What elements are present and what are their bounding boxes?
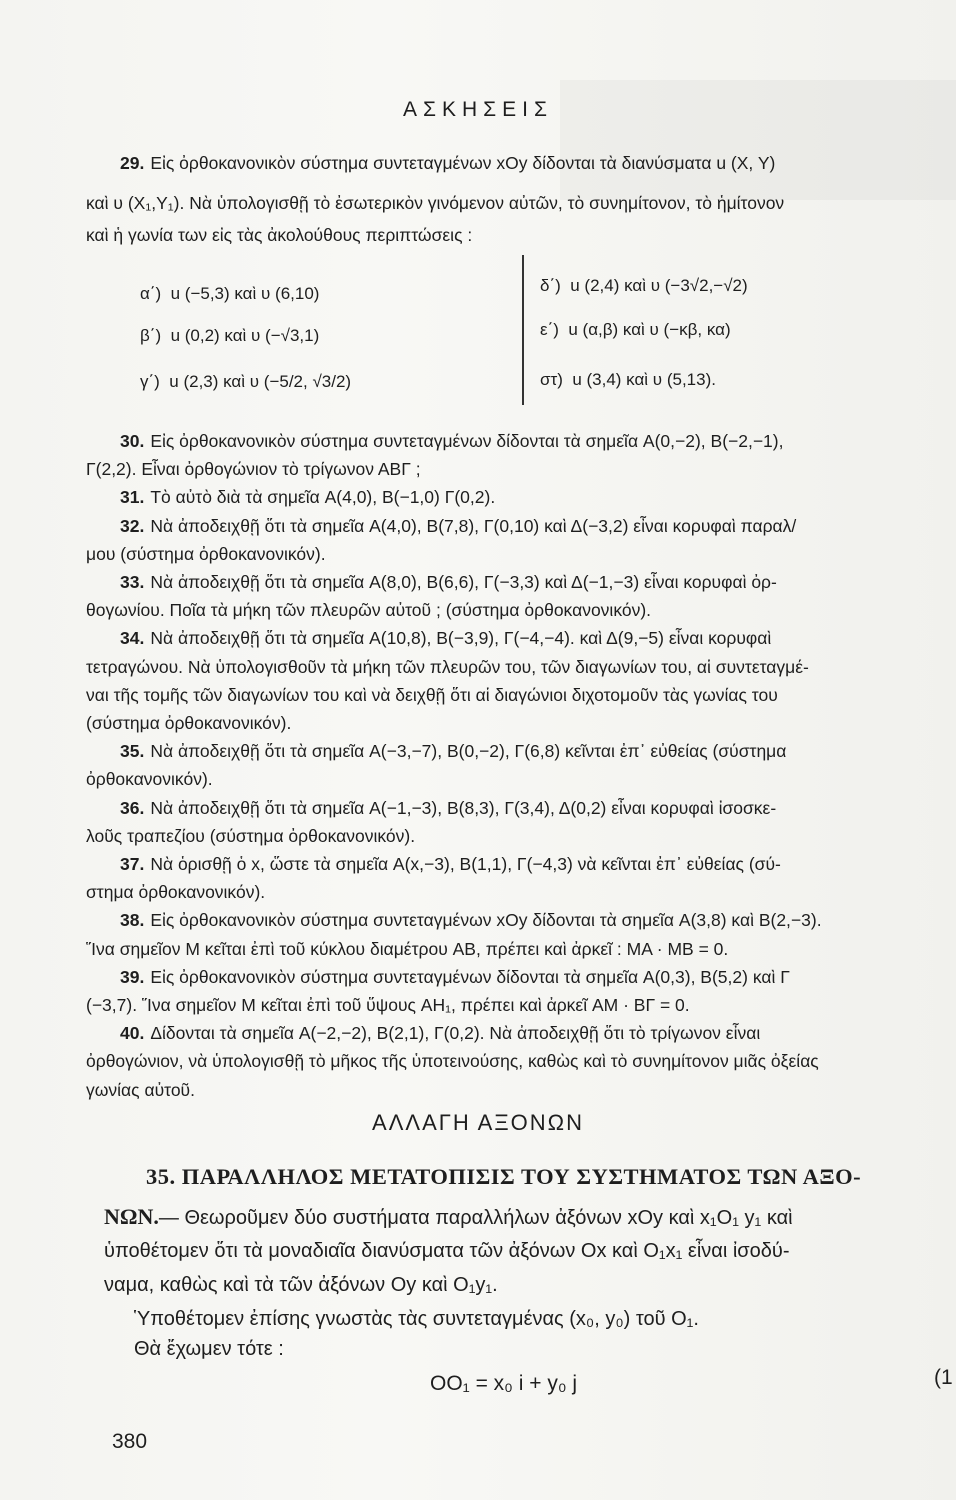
- exercise-text: στημα ὀρθοκανονικόν).: [86, 882, 266, 903]
- exercise-number: 31.: [120, 487, 145, 508]
- exercise-text: γωνίας αὐτοῦ.: [86, 1079, 195, 1100]
- exercise-text: Νὰ ἀποδειχθῇ ὅτι τὰ σημεῖα A(8,0), B(6,6), Γ(−3,3) καὶ Δ(−1,−3) εἶναι κορυφαὶ ὀρ-: [150, 572, 777, 592]
- exercise-text: ὀρθογώνιον, νὰ ὑπολογισθῇ τὸ μῆκος τῆς ὑποτεινούσης, καθὼς καὶ τὸ συνημίτονον μιᾶς ὀξείας: [86, 1051, 819, 1072]
- exercise-text: Νὰ ἀποδειχθῇ ὅτι τὰ σημεῖα A(4,0), B(7,8), Γ(0,10) καὶ Δ(−3,2) εἶναι κορυφαὶ παραλ/: [150, 515, 797, 536]
- case-label: β΄): [140, 326, 162, 345]
- case-delta: [540, 272, 748, 300]
- exercise-number: 37.: [120, 854, 145, 874]
- exercise-text: Εἰς ὀρθοκανονικὸν σύστημα συντεταγμένων δίδονται τὰ σημεῖα A(0,3), B(5,2) καὶ Γ: [150, 966, 790, 987]
- case-text: u (0,2) καὶ υ (−√3,1): [170, 326, 320, 345]
- exercise-number: 38.: [120, 910, 145, 931]
- exercise-line: [86, 1077, 938, 1103]
- section-heading: ΑΛΛΑΓΗ ΑΞΟΝΩΝ: [372, 1110, 584, 1135]
- exercise-text: Εἰς ὀρθοκανονικὸν σύστημα συντεταγμένων xOy δίδονται τὰ διανύσματα u (X, Y): [150, 153, 776, 173]
- exercise-number: 39.: [120, 966, 145, 987]
- exercise-text: Εἰς ὀρθοκανονικὸν σύστημα συντεταγμένων δίδονται τὰ σημεῖα A(0,−2), B(−2,−1),: [150, 431, 784, 451]
- exercise-number: 36.: [120, 797, 145, 818]
- exercise-text: Νὰ ἀποδειχθῇ ὅτι τὰ σημεῖα A(−1,−3), B(8,3), Γ(3,4), Δ(0,2) εἶναι κορυφαὶ ἰσοσκε-: [150, 797, 777, 818]
- exercise-line: [86, 823, 938, 849]
- page-heading: ΑΣΚΗΣΕΙΣ: [403, 98, 553, 121]
- exercise-number: 30.: [120, 431, 145, 451]
- exercise-line: [120, 964, 938, 990]
- exercise-text: τετραγώνου. Νὰ ὑπολογισθοῦν τὰ μήκη τῶν πλευρῶν του, τῶν διαγωνίων του, αἱ συντεταγμέ-: [86, 656, 809, 677]
- exercise-line: [120, 795, 938, 821]
- exercise-line: [86, 682, 938, 708]
- exercise-text: (−3,7). Ἵνα σημεῖον M κεῖται ἐπὶ τοῦ ὕψους AH₁, πρέπει καὶ ἀρκεῖ AM · BΓ = 0.: [86, 995, 690, 1015]
- exercise-line: [120, 569, 938, 595]
- section-35-line-5: Θὰ ἔχωμεν τότε :: [134, 1338, 284, 1360]
- exercise-29-line-1: [120, 150, 938, 176]
- exercise-line: [120, 484, 938, 510]
- exercise-number: 34.: [120, 628, 145, 649]
- case-epsilon: [540, 316, 731, 344]
- exercise-line: [86, 710, 938, 736]
- exercise-line: [120, 907, 938, 933]
- section-35-line-1: [104, 1202, 793, 1233]
- section-35-text: — Θεωροῦμεν δύο συστήματα παραλλήλων ἀξόνων xOy καὶ x₁O₁ y₁ καὶ: [158, 1207, 793, 1229]
- exercise-text: Τὸ αὐτὸ διὰ τὰ σημεῖα A(4,0), B(−1,0) Γ(0,2).: [150, 487, 496, 508]
- exercise-text: Δίδονται τὰ σημεῖα A(−2,−2), B(2,1), Γ(0,2). Νὰ ἀποδειχθῇ ὅτι τὸ τρίγωνον εἶναι: [150, 1023, 761, 1044]
- exercise-29-line-3: καὶ ἡ γωνία των εἰς τὰς ἀκολούθους περιπτώσεις :: [86, 225, 473, 245]
- section-35-line-3: ναμα, καθὼς καὶ τὰ τῶν ἀξόνων Oy καὶ O₁y₁.: [104, 1274, 498, 1296]
- case-label: α΄): [140, 284, 162, 303]
- section-35-title-end: ΝΩΝ.: [104, 1204, 159, 1229]
- exercise-line: [120, 513, 938, 539]
- exercise-line: [120, 625, 938, 651]
- exercise-text: Νὰ ἀποδειχθῇ ὅτι τὰ σημεῖα A(−3,−7), B(0,−2), Γ(6,8) κεῖνται ἐπ᾽ εὐθείας (σύστημα: [150, 741, 787, 762]
- exercise-line: [86, 1048, 938, 1074]
- case-text: u (2,3) καὶ υ (−5/2, √3/2): [169, 372, 352, 391]
- exercise-text: Εἰς ὀρθοκανονικὸν σύστημα συντεταγμένων xOy δίδονται τὰ σημεῖα A(3,8) καὶ B(2,−3).: [150, 910, 822, 931]
- exercise-line: [120, 851, 938, 877]
- exercise-text: Νὰ ἀποδειχθῇ ὅτι τὰ σημεῖα A(10,8), B(−3,9), Γ(−4,−4). καὶ Δ(9,−5) εἶναι κορυφαὶ: [150, 628, 772, 649]
- case-label: δ΄): [540, 276, 561, 295]
- exercise-text: (σύστημα ὀρθοκανονικόν).: [86, 713, 292, 733]
- exercise-line: [86, 879, 938, 905]
- case-gamma: [140, 368, 351, 396]
- vector-formula: OO₁ = x₀ i + y₀ j: [430, 1372, 578, 1395]
- case-beta: [140, 322, 319, 350]
- section-35-line-4: Ὑποθέτομεν ἐπίσης γνωστὰς τὰς συντεταγμένας (x₀, y₀) τοῦ O₁.: [134, 1308, 699, 1330]
- exercise-number: 29.: [120, 153, 145, 173]
- case-text: u (2,4) καὶ υ (−3√2,−√2): [570, 276, 748, 295]
- equation-number: (1: [934, 1366, 953, 1389]
- exercise-29-line-2: καὶ υ (X₁,Y₁). Νὰ ὑπολογισθῇ τὸ ἐσωτερικὸν γινόμενον αὐτῶν, τὸ συνημίτονον, τὸ ἡμίτονον: [86, 193, 785, 213]
- exercise-line: [86, 597, 938, 623]
- exercise-text: Γ(2,2). Εἶναι ὀρθογώνιον τὸ τρίγωνον ΑΒΓ ;: [86, 459, 421, 480]
- exercise-line: [86, 541, 938, 567]
- exercise-number: 40.: [120, 1023, 145, 1044]
- case-label: γ΄): [140, 372, 160, 391]
- exercise-line: [120, 738, 938, 764]
- exercise-text: Νὰ ὁρισθῇ ὁ x, ὥστε τὰ σημεῖα A(x,−3), B(1,1), Γ(−4,3) νὰ κεῖνται ἐπ᾽ εὐθείας (σύ-: [150, 854, 781, 874]
- exercise-line: [86, 766, 938, 792]
- exercise-number: 35.: [120, 741, 145, 762]
- exercise-text: λοῦς τραπεζίου (σύστημα ὀρθοκανονικόν).: [86, 825, 416, 846]
- exercise-line: [120, 428, 938, 454]
- page-number: 380: [112, 1430, 148, 1453]
- exercise-text: ὀρθοκανονικόν).: [86, 769, 213, 790]
- exercise-line: [86, 936, 938, 962]
- case-label: ε΄): [540, 320, 559, 339]
- exercise-number: 32.: [120, 515, 145, 536]
- exercise-text: μου (σύστημα ὀρθοκανονικόν).: [86, 543, 326, 564]
- case-text: u (α,β) καὶ υ (−κβ, κα): [568, 320, 731, 339]
- exercise-line: [86, 456, 938, 482]
- exercise-line: [86, 992, 938, 1018]
- section-35-title: 35. ΠΑΡΑΛΛΗΛΟΣ ΜΕΤΑΤΟΠΙΣΙΣ ΤΟΥ ΣΥΣΤΗΜΑΤΟΣ ΤΩΝ ΑΞΟ-: [146, 1164, 862, 1189]
- case-label: στ): [540, 370, 563, 389]
- case-stigma: [540, 366, 716, 394]
- section-35-line-2: ὑποθέτομεν ὅτι τὰ μοναδιαῖα διανύσματα τῶν ἀξόνων Ox καὶ O₁x₁ εἶναι ἰσοδύ-: [104, 1240, 790, 1262]
- column-divider: [522, 255, 524, 405]
- exercise-line: [86, 654, 938, 680]
- exercise-text: θογωνίου. Ποῖα τὰ μήκη τῶν πλευρῶν αὐτοῦ ; (σύστημα ὀρθοκανονικόν).: [86, 600, 652, 621]
- case-alpha: [140, 280, 319, 308]
- exercise-line: [120, 1020, 938, 1046]
- case-text: u (−5,3) καὶ υ (6,10): [170, 284, 320, 303]
- exercise-text: Ἵνα σημεῖον M κεῖται ἐπὶ τοῦ κύκλου διαμέτρου AB, πρέπει καὶ ἀρκεῖ : MA · MB = 0.: [86, 938, 729, 959]
- exercise-text: ναι τῆς τομῆς τῶν διαγωνίων του καὶ νὰ δειχθῇ ὅτι αἱ διαγώνιοι διχοτομοῦν τὰς γωνίας του: [86, 684, 778, 705]
- case-text: u (3,4) καὶ υ (5,13).: [572, 370, 716, 389]
- exercise-number: 33.: [120, 572, 145, 592]
